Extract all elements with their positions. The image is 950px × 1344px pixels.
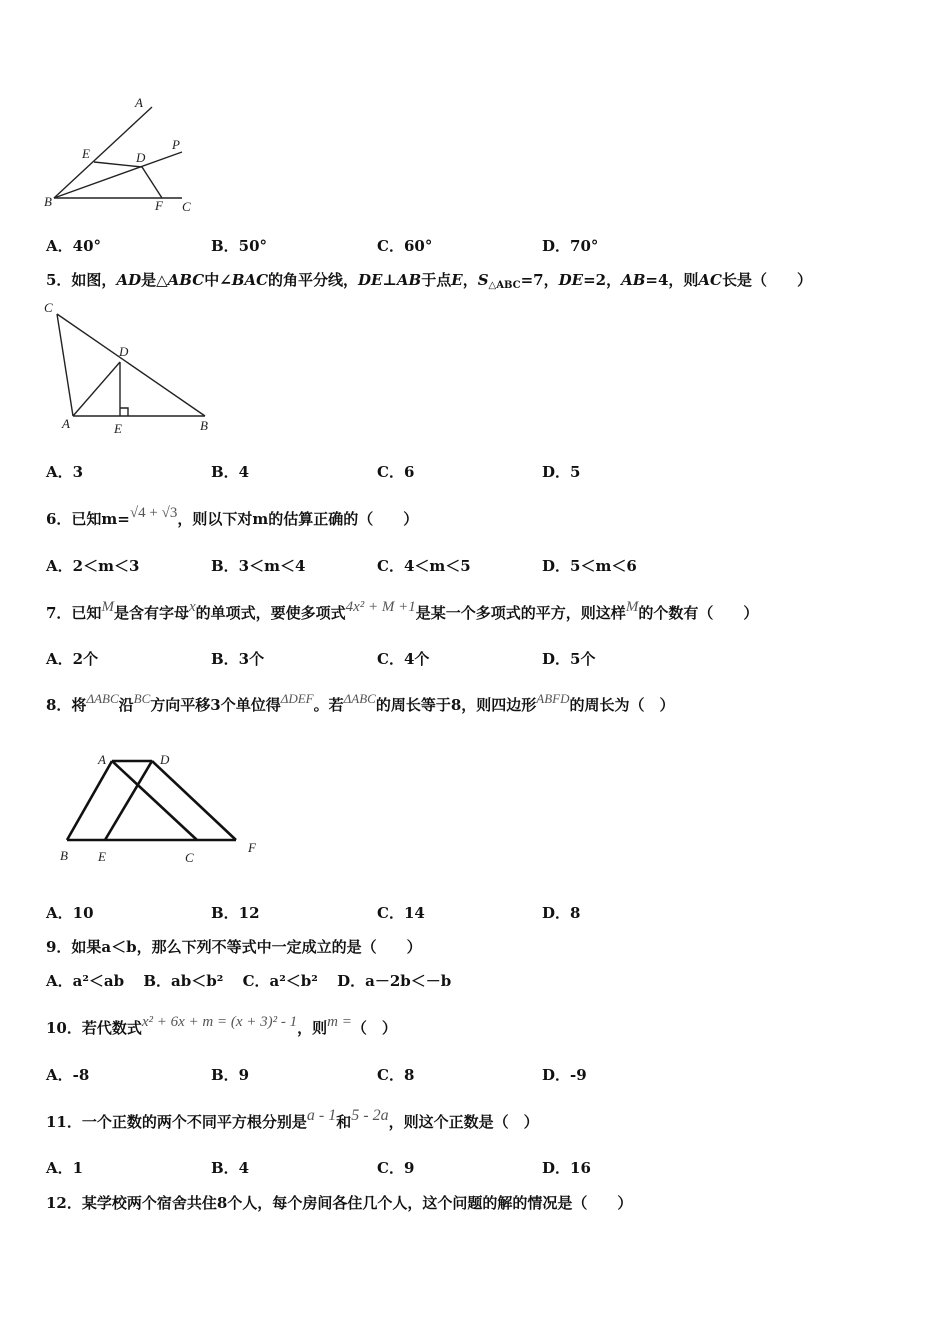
q8-option-a[interactable]: A．10 [46, 904, 94, 922]
label-A: A [135, 95, 143, 110]
q5-option-a[interactable]: A．3 [46, 463, 84, 481]
q5-option-b[interactable]: B．4 [211, 463, 250, 481]
q10-expression: x² + 6x + m = (x + 3)² - 1 [141, 1014, 298, 1030]
label-B: B [200, 418, 208, 433]
q10-stem: 10．若代数式x² + 6x + m = (x + 3)² - 1，则m =（ ） [46, 1014, 397, 1037]
q4-option-b[interactable]: B．50° [211, 237, 268, 255]
q11-option-d[interactable]: D．16 [542, 1159, 591, 1177]
q8-option-d[interactable]: D．8 [542, 904, 581, 922]
q7-stem: 7．已知M是含有字母x的单项式，要使多项式4x² + M +1是某一个多项式的平方，则这样M的个数有（ ） [46, 599, 759, 622]
q12-stem: 12．某学校两个宿舍共住8个人，每个房间各住几个人，这个问题的解的情况是（ ） [46, 1194, 633, 1212]
label-E: E [82, 146, 90, 161]
q9-stem: 9．如果a＜b，那么下列不等式中一定成立的是（ ） [46, 938, 422, 956]
label-D: D [136, 150, 146, 165]
q8-option-b[interactable]: B．12 [211, 904, 260, 922]
q7-option-d[interactable]: D．5个 [542, 650, 596, 668]
q7-option-a[interactable]: A．2个 [46, 650, 99, 668]
q10-option-b[interactable]: B．9 [211, 1066, 250, 1084]
q7-expression: 4x² + M +1 [345, 599, 416, 615]
q11-stem: 11．一个正数的两个不同平方根分别是a - 1和5 - 2a，则这个正数是（ ） [46, 1107, 539, 1131]
q10-option-d[interactable]: D．-9 [542, 1066, 587, 1084]
label-F: F [248, 840, 256, 855]
q4-option-a[interactable]: A．40° [46, 237, 102, 255]
label-D: D [160, 752, 170, 767]
q5-option-c[interactable]: C．6 [377, 463, 415, 481]
label-B: B [60, 848, 68, 863]
q5-option-d[interactable]: D．5 [542, 463, 581, 481]
q6-option-a[interactable]: A．2＜m＜3 [46, 557, 140, 575]
q4-option-c[interactable]: C．60° [377, 237, 433, 255]
q10-option-a[interactable]: A．-8 [46, 1066, 90, 1084]
label-C: C [182, 199, 191, 214]
angle-figure-q4 [40, 95, 200, 220]
label-C: C [44, 300, 53, 315]
q9-options [46, 971, 451, 991]
q8-stem: 8．将ΔABC沿BC方向平移3个单位得ΔDEF。若ΔABC的周长等于8，则四边形ABFD的周长为（ ） [46, 691, 675, 714]
q6-option-b[interactable]: B．3＜m＜4 [211, 557, 306, 575]
q6-option-c[interactable]: C．4＜m＜5 [377, 557, 471, 575]
q10-option-c[interactable]: C．8 [377, 1066, 415, 1084]
label-A: A [62, 416, 70, 431]
label-P: P [172, 137, 180, 152]
q6-option-d[interactable]: D．5＜m＜6 [542, 557, 637, 575]
q9-option-a[interactable]: A．a²＜ab [46, 972, 125, 990]
q9-option-d[interactable]: D．a－2b＜－b [337, 972, 452, 990]
q5-stem: 5．如图，AD是△ABC中∠BAC的角平分线，DE⊥AB于点E，$S_{\triangle ABC}=7$，DE=2，AB=4，则AC长是（ ） [46, 271, 813, 291]
label-A: A [98, 752, 106, 767]
label-B: B [44, 194, 52, 209]
q11-option-c[interactable]: C．9 [377, 1159, 415, 1177]
translation-figure-q8 [50, 745, 275, 875]
q6-expression: √4 + √3 [129, 505, 178, 521]
q7-option-b[interactable]: B．3个 [211, 650, 265, 668]
q9-option-b[interactable]: B．ab＜b² [143, 972, 224, 990]
q6-stem: 6．已知m=√4 + √3，则以下对m的估算正确的（ ） [46, 505, 419, 528]
label-E: E [98, 849, 106, 864]
q4-option-d[interactable]: D．70° [542, 237, 599, 255]
q11-option-a[interactable]: A．1 [46, 1159, 84, 1177]
label-C: C [185, 850, 194, 865]
label-E: E [114, 421, 122, 436]
label-F: F [155, 198, 163, 213]
q11-option-b[interactable]: B．4 [211, 1159, 250, 1177]
triangle-figure-q5 [40, 296, 220, 436]
q7-option-c[interactable]: C．4个 [377, 650, 430, 668]
q8-option-c[interactable]: C．14 [377, 904, 425, 922]
q9-option-c[interactable]: C．a²＜b² [242, 972, 318, 990]
label-D: D [119, 344, 129, 359]
